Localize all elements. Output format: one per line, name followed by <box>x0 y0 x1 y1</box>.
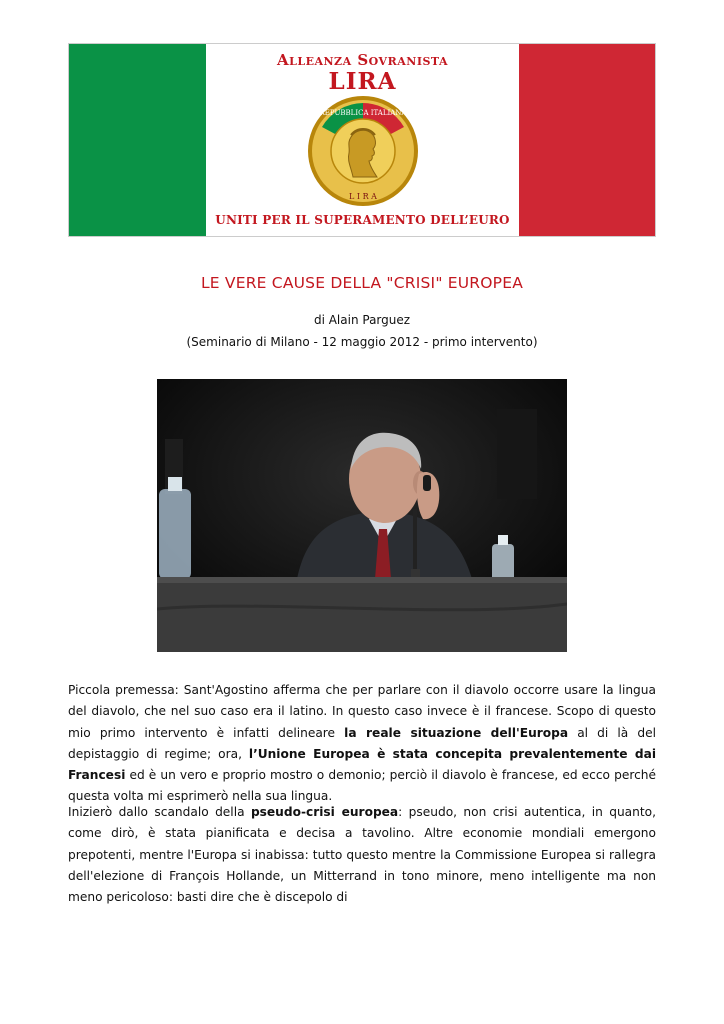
paragraph-emphasis: la reale situazione dell'Europa <box>344 725 569 740</box>
organization-acronym: LIRA <box>328 68 397 95</box>
paragraph-text: Inizierò dallo scandalo della <box>68 805 251 819</box>
paragraph-emphasis: pseudo-crisi europea <box>250 805 399 819</box>
article-seminar-info: (Seminario di Milano - 12 maggio 2012 - primo intervento) <box>186 335 538 349</box>
paragraph-emphasis: l’Unione Europea è stata concepita prevalentemente dai Francesi <box>68 746 656 783</box>
paragraph-intro <box>68 680 656 808</box>
flag-red-band <box>519 44 655 236</box>
flag-white-band <box>206 44 519 236</box>
article-title: LE VERE CAUSE DELLA "CRISI" EUROPEA <box>200 274 524 292</box>
speaker-photo <box>157 379 567 652</box>
coin-inscription-top: REPUBBLICA ITALIANA <box>319 109 406 117</box>
paragraph-text: : pseudo, non crisi autentica, in quanto, come dirò, è stata pianificata e decisa a tavolino. Altre economie mondiali emergono prepotenti, mentre l'Europa si inabissa: tutto questo mentre la Commissione Europea si rallegra dell'elezione di François Hollande, un Mitterrand in tono minore, meno intelligente ma non meno pericoloso: basti dire che è discepolo di <box>68 805 656 905</box>
paragraph-crisis <box>68 802 656 908</box>
paragraph-text: ed è un vero e proprio mostro o demonio; perciò il diavolo è francese, ed ecco perché questa volta mi esprimerò nella sua lingua. <box>68 768 656 804</box>
flag-green-band <box>69 44 206 236</box>
organization-name: Alleanza Sovranista <box>276 51 449 69</box>
lira-coin-logo <box>307 95 419 207</box>
paragraph-text: Piccola premessa: Sant'Agostino afferma che per parlare con il diavolo occorre usare la lingua del diavolo, che nel suo caso era il latino. In questo caso invece è il francese. Scopo di questo mio primo intervento è infatti delineare <box>68 683 656 740</box>
coin-inscription-bottom: L I R A <box>348 192 377 201</box>
header-banner <box>68 43 656 237</box>
banner-slogan: UNITI PER IL SUPERAMENTO DELL’EURO <box>215 213 510 227</box>
paragraph-text: al di là del depistaggio di regime; ora, <box>68 725 656 761</box>
article-author: di Alain Parguez <box>313 313 411 327</box>
